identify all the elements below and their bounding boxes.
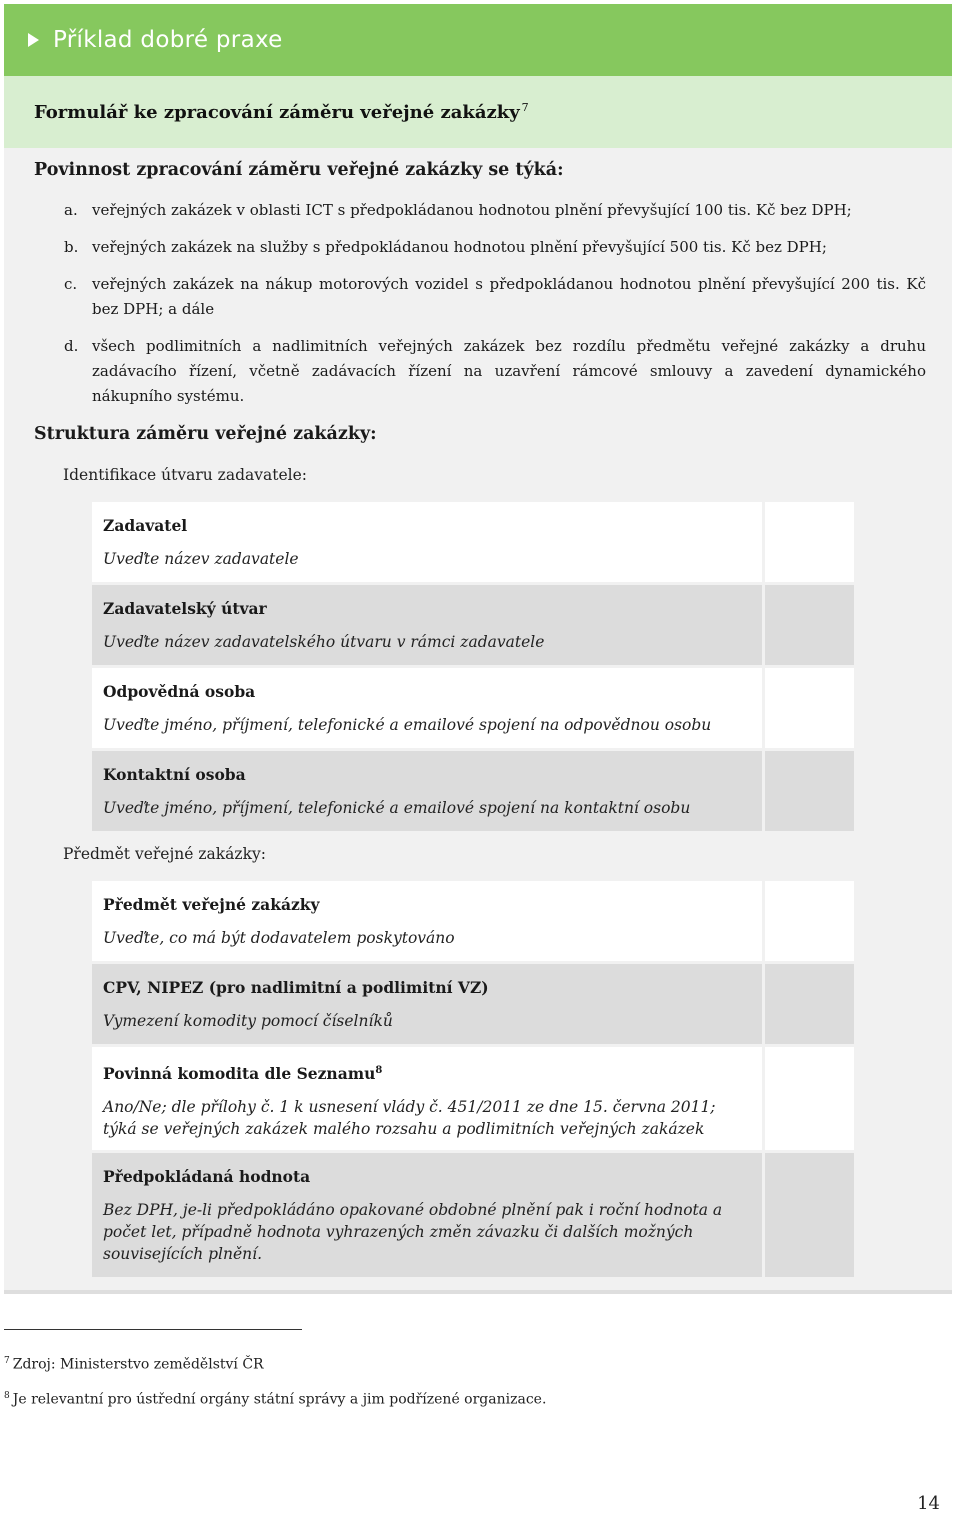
structure-title: Struktura záměru veřejné zakázky: (34, 424, 377, 444)
field-hint: Uveďte, co má být dodavatelem poskytováno (103, 929, 455, 947)
field-label: Zadavatel (103, 516, 188, 535)
table-row (92, 585, 854, 665)
subject-table (92, 881, 854, 1280)
list-item: c. veřejných zakázek na nákup motorových vozidel s předpokládanou hodnotou plnění převyšující 200 tis. Kč bez DPH; a dále (64, 275, 926, 318)
table-row (92, 964, 854, 1044)
page-number: 14 (917, 1493, 940, 1514)
field-label: Předmět veřejné zakázky (103, 895, 320, 914)
identification-table (92, 502, 854, 834)
field-label: Předpokládaná hodnota (103, 1167, 311, 1186)
banner-title: Příklad dobré praxe (53, 27, 283, 53)
field-label: CPV, NIPEZ (pro nadlimitní a podlimitní VZ) (103, 978, 489, 997)
field-label: Odpovědná osoba (103, 682, 256, 701)
list-item: b. veřejných zakázek na služby s předpokládanou hodnotou plnění převyšující 500 tis. Kč bez DPH; (64, 238, 827, 256)
value-cell[interactable] (765, 964, 854, 1044)
table-row (92, 751, 854, 831)
content-panel (4, 148, 952, 1294)
obligation-list (34, 198, 926, 421)
example-banner (4, 4, 952, 76)
table-row (92, 502, 854, 582)
footnote: $^7$ Zdroj: Ministerstvo zemědělství ČR (4, 1356, 264, 1373)
value-cell[interactable] (765, 668, 854, 748)
value-cell[interactable] (765, 751, 854, 831)
field-hint: Bez DPH, je-li předpokládáno opakované obdobné plnění pak i roční hodnota a počet let, případně hodnota vyhrazených změn závazku či dalších možných souvisejících plnění. (103, 1201, 723, 1263)
form-title: Formulář ke zpracování záměru veřejné zakázky $^7$ (34, 101, 529, 123)
value-cell[interactable] (765, 1047, 854, 1150)
field-hint: Ano/Ne; dle přílohy č. 1 k usnesení vlády č. 451/2011 ze dne 15. června 2011; týká se veřejných zakázek malého rozsahu a podlimitních veřejných zakázek (103, 1098, 716, 1139)
table-row (92, 881, 854, 961)
field-label: Povinná komodita dle Seznamu$^8$ (103, 1064, 383, 1084)
footnote-ref-7: 7 (521, 101, 529, 114)
identification-label: Identifikace útvaru zadavatele: (63, 466, 307, 484)
footnote-divider (4, 1329, 302, 1330)
value-cell[interactable] (765, 585, 854, 665)
value-cell[interactable] (765, 1153, 854, 1277)
field-hint: Uveďte název zadavatele (103, 550, 299, 568)
footnote: $^8$ Je relevantní pro ústřední orgány státní správy a jim podřízené organizace. (4, 1391, 547, 1408)
table-row (92, 1047, 854, 1150)
list-item: a. veřejných zakázek v oblasti ICT s předpokládanou hodnotou plnění převyšující 100 tis. Kč bez DPH; (64, 201, 852, 219)
value-cell[interactable] (765, 881, 854, 961)
field-hint: Uveďte jméno, příjmení, telefonické a emailové spojení na kontaktní osobu (103, 799, 691, 817)
subject-label: Předmět veřejné zakázky: (63, 845, 266, 863)
value-cell[interactable] (765, 502, 854, 582)
obligation-title: Povinnost zpracování záměru veřejné zakázky se týká: (34, 160, 564, 180)
field-hint: Uveďte jméno, příjmení, telefonické a emailové spojení na odpovědnou osobu (103, 716, 712, 734)
field-hint: Vymezení komodity pomocí číselníků (103, 1012, 393, 1030)
list-item: d. všech podlimitních a nadlimitních veřejných zakázek bez rozdílu předmětu veřejné zakázky a druhu zadávacího řízení, včetně zadávacích řízení na uzavření rámcové smlouvy a zavedení dynamického nákupního systému. (64, 337, 926, 405)
field-label: Zadavatelský útvar (103, 599, 267, 618)
table-row (92, 1153, 854, 1277)
table-row (92, 668, 854, 748)
field-hint: Uveďte název zadavatelského útvaru v rámci zadavatele (103, 633, 545, 651)
field-label: Kontaktní osoba (103, 765, 246, 784)
footnote-ref-8: 8 (375, 1065, 383, 1076)
triangle-right-icon (28, 33, 39, 47)
form-header (4, 76, 952, 148)
